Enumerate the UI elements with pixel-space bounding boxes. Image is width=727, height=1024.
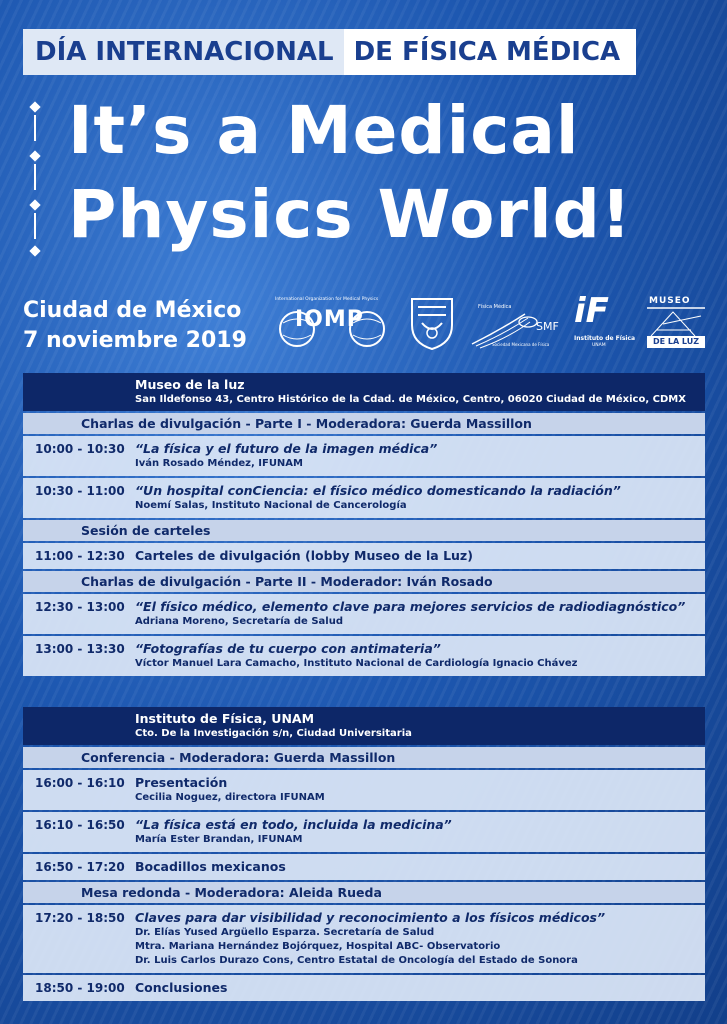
if-text: iF	[574, 291, 609, 331]
schedule-item	[23, 543, 705, 569]
item-title: “Fotografías de tu cuerpo con antimateria”	[135, 641, 441, 656]
title-decoration	[31, 97, 43, 257]
item-speaker: Dr. Luis Carlos Durazo Cons, Centro Estatal de Oncología del Estado de Sonora	[135, 955, 578, 966]
museo-de-la-luz-logo	[643, 296, 709, 351]
session-header: Sesión de carteles	[23, 520, 705, 541]
title-line-2: Physics World!	[68, 176, 632, 253]
venue-address: San Ildefonso 43, Centro Histórico de la Cdad. de México, Centro, 06020 Ciudad de México, CDMX	[135, 394, 686, 405]
venue-address: Cto. De la Investigación s/n, Ciudad Universitaria	[135, 728, 412, 739]
item-title: “La física y el futuro de la imagen médica”	[135, 441, 438, 456]
schedule-item	[23, 905, 705, 973]
if-caption-2: UNAM	[592, 343, 606, 348]
venue-header	[23, 373, 705, 411]
item-time: 17:20 - 18:50	[35, 911, 125, 925]
item-speaker: Adriana Moreno, Secretaría de Salud	[135, 616, 343, 627]
session-header: Charlas de divulgación - Parte I - Moderadora: Guerda Massillon	[23, 413, 705, 434]
header-part1: DÍA INTERNACIONAL	[23, 29, 344, 75]
schedule-item	[23, 636, 705, 676]
item-speaker: Iván Rosado Méndez, IFUNAM	[135, 458, 303, 469]
header-banner	[23, 29, 636, 75]
schedule-item	[23, 478, 705, 518]
main-title	[23, 92, 713, 272]
if-logo	[572, 291, 636, 353]
iomp-logo	[275, 297, 390, 351]
event-location	[23, 296, 247, 356]
item-title: “La física está en todo, incluida la medicina”	[135, 817, 452, 832]
city-text: Ciudad de México	[23, 298, 242, 323]
venue-header	[23, 707, 705, 745]
schedule-item	[23, 975, 705, 1001]
schedule-block-ifunam	[23, 707, 705, 1001]
item-time: 16:00 - 16:10	[35, 776, 125, 790]
header-part2: DE FÍSICA MÉDICA	[344, 29, 637, 75]
schedule-item	[23, 594, 705, 634]
schedule-item	[23, 854, 705, 880]
item-title: Conclusiones	[135, 980, 228, 995]
item-title: “El físico médico, elemento clave para mejores servicios de radiodiagnóstico”	[135, 599, 686, 614]
venue-name: Instituto de Física, UNAM	[135, 711, 315, 726]
museo-top: MUSEO	[649, 296, 691, 306]
unam-logo	[408, 295, 456, 351]
item-speaker: Cecilia Noguez, directora IFUNAM	[135, 792, 325, 803]
item-time: 16:10 - 16:50	[35, 818, 125, 832]
item-time: 13:00 - 13:30	[35, 642, 125, 656]
session-header: Charlas de divulgación - Parte II - Moderador: Iván Rosado	[23, 571, 705, 592]
smf-caption-bottom: Sociedad Mexicana de Física	[492, 342, 550, 347]
schedule-block-museo	[23, 373, 705, 676]
item-speaker: Mtra. Mariana Hernández Bojórquez, Hospital ABC- Observatorio	[135, 941, 501, 952]
schedule-item	[23, 812, 705, 852]
iomp-caption: International Organization for Medical Physics	[275, 297, 379, 302]
session-header: Mesa redonda - Moderadora: Aleida Rueda	[23, 882, 705, 903]
schedule-item	[23, 436, 705, 476]
item-speaker: Víctor Manuel Lara Camacho, Instituto Nacional de Cardiología Ignacio Chávez	[135, 658, 578, 669]
item-time: 10:00 - 10:30	[35, 442, 125, 456]
schedule-item	[23, 770, 705, 810]
venue-name: Museo de la luz	[135, 377, 245, 392]
session-header: Conferencia - Moderadora: Guerda Massillon	[23, 747, 705, 768]
iomp-text: IOMP	[295, 307, 364, 332]
date-text: 7 noviembre 2019	[23, 328, 247, 353]
item-title: “Un hospital conCiencia: el físico médico domesticando la radiación”	[135, 483, 621, 498]
item-time: 11:00 - 12:30	[35, 549, 125, 563]
item-title: Presentación	[135, 775, 228, 790]
museo-bottom: DE LA LUZ	[647, 336, 705, 348]
item-speaker: María Ester Brandan, IFUNAM	[135, 834, 303, 845]
item-speaker: Dr. Elías Yused Argüello Esparza. Secretaría de Salud	[135, 927, 435, 938]
if-caption-1: Instituto de Física	[574, 335, 636, 342]
item-title: Claves para dar visibilidad y reconocimiento a los físicos médicos”	[135, 910, 606, 925]
item-title: Carteles de divulgación (lobby Museo de la Luz)	[135, 548, 473, 563]
item-time: 16:50 - 17:20	[35, 860, 125, 874]
item-time: 12:30 - 13:00	[35, 600, 125, 614]
item-time: 18:50 - 19:00	[35, 981, 125, 995]
item-title: Bocadillos mexicanos	[135, 859, 286, 874]
smf-text: SMF	[536, 320, 559, 333]
item-speaker: Noemí Salas, Instituto Nacional de Cancerología	[135, 500, 407, 511]
item-time: 10:30 - 11:00	[35, 484, 125, 498]
smf-caption-top: Física Médica	[478, 304, 512, 310]
title-line-1: It’s a Medical	[68, 92, 580, 169]
smf-logo	[470, 300, 565, 350]
